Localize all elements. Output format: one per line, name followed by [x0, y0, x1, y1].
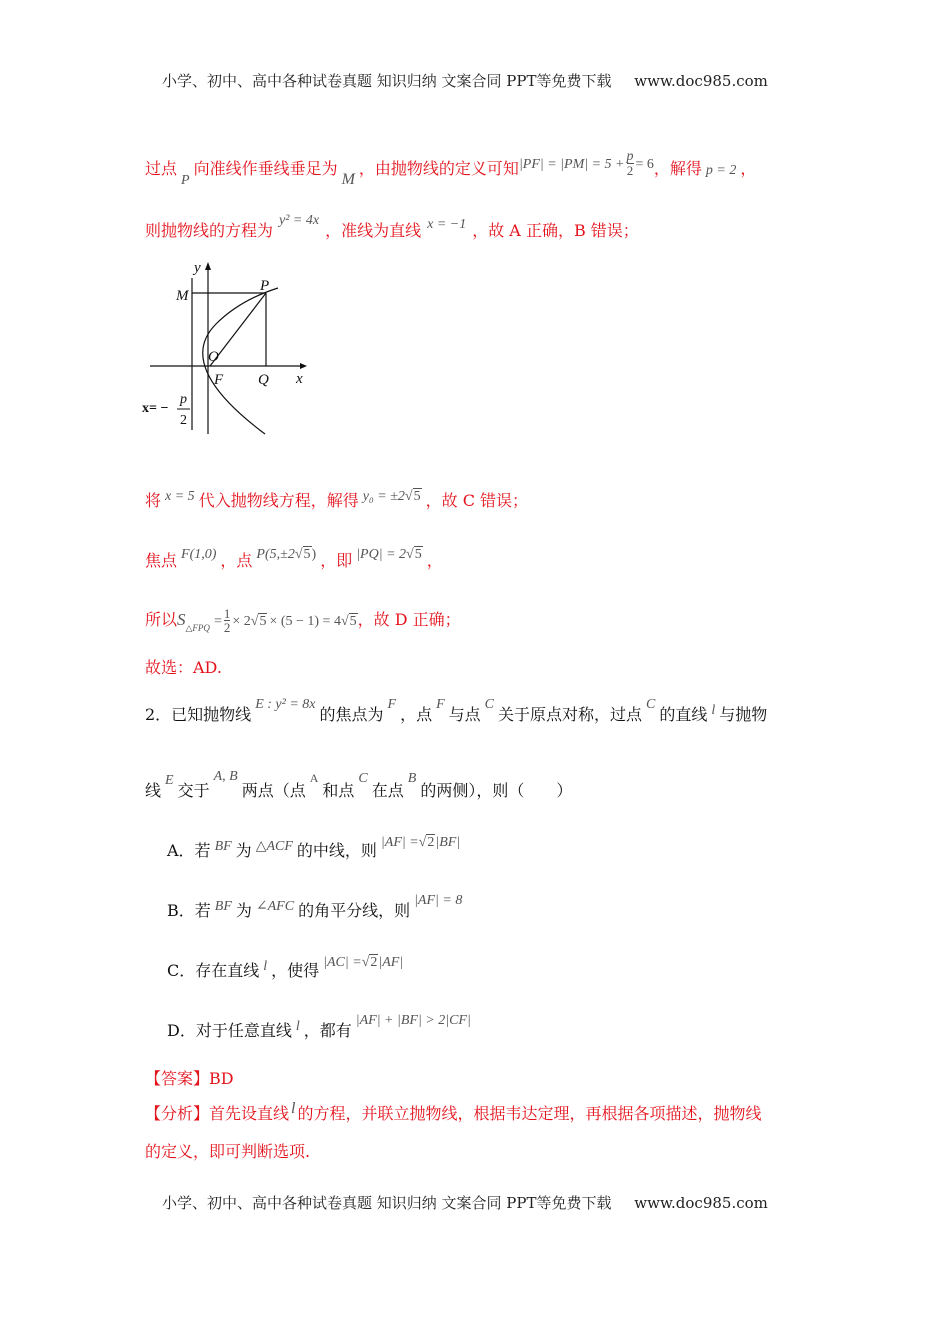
label-directrix-num: p [180, 392, 187, 407]
math: B [407, 771, 417, 786]
solution-line-5: 所以$S_{\triangle FPQ}$ = $\frac{1}{2}$ × 2√5 × (5 − 1) = 4√5，故 D 正确； [145, 606, 461, 635]
option-a[interactable] [167, 835, 461, 861]
analysis-line-2: 的定义，即可判断选项. [145, 1142, 311, 1161]
solution-line-3 [145, 488, 528, 511]
math: l [711, 703, 716, 718]
text: ，故 D 正确； [357, 610, 461, 629]
math: E [165, 773, 174, 788]
solution-line-6: 故选：AD. [145, 658, 222, 677]
question-line-2 [145, 769, 573, 801]
math: A, B [213, 769, 238, 784]
numerator: 1 [223, 606, 231, 621]
math-part: |PQ| = 2 [356, 547, 407, 562]
label-O: O [208, 349, 219, 365]
math: |PQ| = 2√5 [356, 547, 422, 562]
label-Q: Q [258, 372, 269, 388]
radicand: 5 [413, 489, 421, 504]
text: 为 [235, 901, 252, 920]
math: × 2 [232, 614, 251, 629]
math: F [436, 697, 445, 712]
math: M [341, 171, 355, 188]
math: |AF| =√2|BF| [380, 835, 461, 850]
page-header [162, 70, 768, 91]
text: 与抛物 [719, 705, 768, 724]
label-P: P [260, 278, 270, 294]
question-line-1 [145, 697, 768, 725]
fraction [627, 150, 634, 177]
math: △ACF [255, 839, 293, 854]
math: S [177, 610, 186, 629]
text: 和点 [322, 781, 355, 800]
x-axis-arrow [300, 363, 307, 369]
math-part: y₀ = ±2 [362, 489, 405, 504]
text: 焦点 [145, 551, 178, 570]
math: p = 2 [705, 163, 737, 178]
option-text: A．若 [167, 841, 211, 860]
text: ，故 C 错误； [425, 491, 529, 510]
math-part: ) [311, 547, 317, 562]
math: |AF| = 8 [414, 893, 463, 908]
math: y² = 4x [279, 213, 320, 228]
math: P(5,±2√5) [256, 547, 317, 562]
text: ，点 [400, 705, 433, 724]
math-part: |AC| = [323, 955, 362, 970]
math: F(1,0) [181, 547, 217, 562]
header-site[interactable]: www.doc985.com [634, 72, 768, 90]
page-footer [162, 1192, 768, 1213]
math: |PF| = |PM| = 5 + [518, 157, 625, 172]
radicand: 2 [427, 835, 435, 850]
text: 过点 [145, 159, 178, 178]
text: 两点（点 [241, 781, 306, 800]
label-y: y [194, 260, 201, 276]
denominator: 2 [223, 620, 231, 635]
option-d[interactable] [167, 1013, 471, 1041]
label-directrix: x= − [142, 401, 169, 416]
option-b[interactable] [167, 893, 463, 921]
text: 的焦点为 [319, 705, 384, 724]
math: P [181, 173, 190, 188]
text: 2．已知抛物线 [145, 705, 252, 724]
header-text: 小学、初中、高中各种试卷真题 知识归纳 文案合同 PPT等免费下载 [162, 72, 612, 90]
text: ，解得 [653, 159, 702, 178]
math: × (5 − 1) = 4 [269, 614, 341, 629]
solution-line-1 [145, 149, 757, 188]
math: C [358, 771, 368, 786]
text: 则抛物线的方程为 [145, 221, 274, 240]
math: F [387, 697, 397, 712]
math: A [309, 771, 319, 785]
math: = [213, 614, 222, 629]
math-part: |AF| = [380, 835, 419, 850]
text: 的方程，并联立抛物线，根据韦达定理，再根据各项描述，抛物线 [297, 1104, 762, 1123]
label-M: M [176, 288, 189, 304]
math: E : y² = 8x [255, 697, 316, 712]
radicand: 5 [303, 547, 311, 562]
text: 关于原点对称，过点 [498, 705, 643, 724]
label-F: F [214, 372, 224, 388]
radicand: 5 [349, 614, 357, 629]
text: ，即 [320, 551, 353, 570]
text: ，都有 [303, 1021, 352, 1040]
math: ∠AFC [255, 899, 295, 914]
y-axis-arrow [205, 262, 211, 270]
footer-site[interactable]: www.doc985.com [634, 1194, 768, 1212]
math: |AC| =√2|AF| [323, 955, 404, 970]
text: 首先设直线 [209, 1104, 290, 1123]
text: ，准线为直线 [325, 221, 422, 240]
solution-line-2 [145, 213, 639, 241]
option-text: D．对于任意直线 [167, 1021, 292, 1040]
radicand: 5 [259, 614, 267, 629]
text: 向准线作垂线垂足为 [193, 159, 338, 178]
text: ，使得 [271, 961, 320, 980]
label-directrix-den: 2 [180, 413, 187, 428]
text: ，点 [220, 551, 253, 570]
text: 线 [145, 781, 162, 800]
answer-value: BD [209, 1069, 234, 1088]
math: l [295, 1019, 300, 1034]
answer-tag: 【答案】 [145, 1069, 210, 1088]
text: 所以 [145, 610, 178, 629]
math-subscript: △FPQ [185, 623, 210, 633]
radicand: 2 [370, 955, 378, 970]
math: C [484, 697, 494, 712]
math: BF [214, 899, 232, 914]
text: 的中线，则 [296, 841, 377, 860]
math: C [646, 697, 656, 712]
text: 的角平分线，则 [298, 901, 411, 920]
math: = 6 [635, 157, 654, 172]
text: ，由抛物线的定义可知 [358, 159, 519, 178]
option-text: C．存在直线 [167, 961, 260, 980]
math: x = 5 [165, 489, 195, 504]
analysis-tag: 【分析】 [145, 1104, 210, 1123]
denominator: 2 [626, 163, 634, 178]
text: ，故 A 正确，B 错误； [472, 221, 639, 240]
text: 在点 [371, 781, 404, 800]
text: 与点 [448, 705, 481, 724]
option-c[interactable] [167, 955, 404, 981]
math: l [291, 1100, 296, 1117]
math: y₀ = ±2√5 [362, 489, 421, 504]
text: 交于 [177, 781, 210, 800]
text: 的两侧），则（ ） [420, 781, 573, 800]
text: 的直线 [659, 705, 708, 724]
footer-text: 小学、初中、高中各种试卷真题 知识归纳 文案合同 PPT等免费下载 [162, 1194, 612, 1212]
numerator: p [626, 149, 634, 164]
option-text: B．若 [167, 901, 211, 920]
answer-line [145, 1066, 234, 1089]
math-part: |AF| [378, 955, 404, 970]
math: |AF| + |BF| > 2|CF| [355, 1013, 471, 1028]
text: ， [426, 551, 443, 570]
radicand: 5 [414, 547, 422, 562]
analysis-line-1 [145, 1101, 762, 1124]
label-x: x [296, 371, 303, 387]
text: 代入抛物线方程，解得 [198, 491, 359, 510]
text: 为 [235, 841, 252, 860]
fraction [224, 607, 231, 634]
solution-line-4 [145, 548, 443, 571]
text: 将 [145, 491, 162, 510]
text: ， [740, 159, 757, 178]
math: x = −1 [427, 217, 467, 232]
math-part: |BF| [435, 835, 461, 850]
math-part: P(5,±2 [256, 547, 295, 562]
math: BF [214, 839, 232, 854]
parabola-figure [140, 252, 320, 442]
math: l [263, 959, 268, 974]
